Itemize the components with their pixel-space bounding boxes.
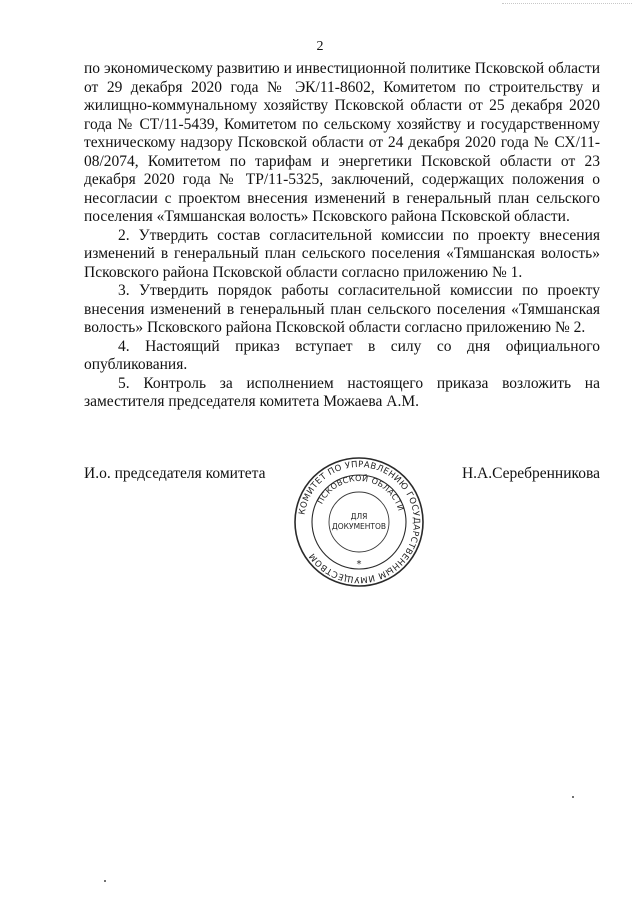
- seal-stamp-icon: [292, 455, 426, 589]
- seal-inner-text: ПСКОВСКОЙ ОБЛАСТИ: [315, 473, 406, 513]
- paragraph-item-5: 5. Контроль за исполнением настоящего приказа возложить на заместителя председателя комитета Можаева А.М.: [84, 374, 600, 410]
- seal-star-icon: *: [356, 559, 362, 570]
- document-body: [84, 60, 600, 412]
- paragraph-item-4: 4. Настоящий приказ вступает в силу со дня официального опубликования.: [84, 337, 600, 373]
- scan-speck: [104, 880, 106, 882]
- paragraph-continuation: по экономическому развитию и инвестиционной политике Псковской области от 29 декабря 2020 года № ЭК/11-8602, Комитетом по строительству и жилищно-коммунальному хозяйству Псковской области от 25 декабря 2020 года № СТ/11-5439, Комитетом по сельскому хозяйству и государственному техническому надзору Псковской области от 24 декабря 2020 года № СХ/11-08/2074, Комитетом по тарифам и энергетики Псковской области от 23 декабря 2020 года № ТР/11-5325, заключений, содержащих положения о несогласии с проектом внесения изменений в генеральный план сельского поселения «Тямшанская волость» Псковского района Псковской области.: [84, 60, 600, 225]
- paragraph-item-3: 3. Утвердить порядок работы согласительной комиссии по проекту внесения изменений в генеральный план сельского поселения «Тямшанская волость» Псковского района Псковской области согласно приложению № 2.: [84, 282, 600, 336]
- scan-edge-mark: [502, 3, 632, 5]
- seal-center-line1: ДЛЯ: [350, 512, 368, 521]
- signatory-name: Н.А.Серебренникова: [461, 465, 600, 482]
- seal-outer-text: КОМИТЕТ ПО УПРАВЛЕНИЮ ГОСУДАРСТВЕННЫМ ИМУЩЕСТВОМ: [297, 459, 422, 585]
- scan-speck: [572, 796, 574, 798]
- page-number: 2: [316, 39, 324, 54]
- seal-center-line2: ДОКУМЕНТОВ: [331, 522, 387, 531]
- official-seal: [292, 455, 426, 589]
- signatory-position: И.о. председателя комитета: [84, 465, 266, 482]
- paragraph-item-2: 2. Утвердить состав согласительной комиссии по проекту внесения изменений в генеральный план сельского поселения «Тямшанская волость» Псковского района Псковской области согласно приложению № 1.: [84, 226, 600, 281]
